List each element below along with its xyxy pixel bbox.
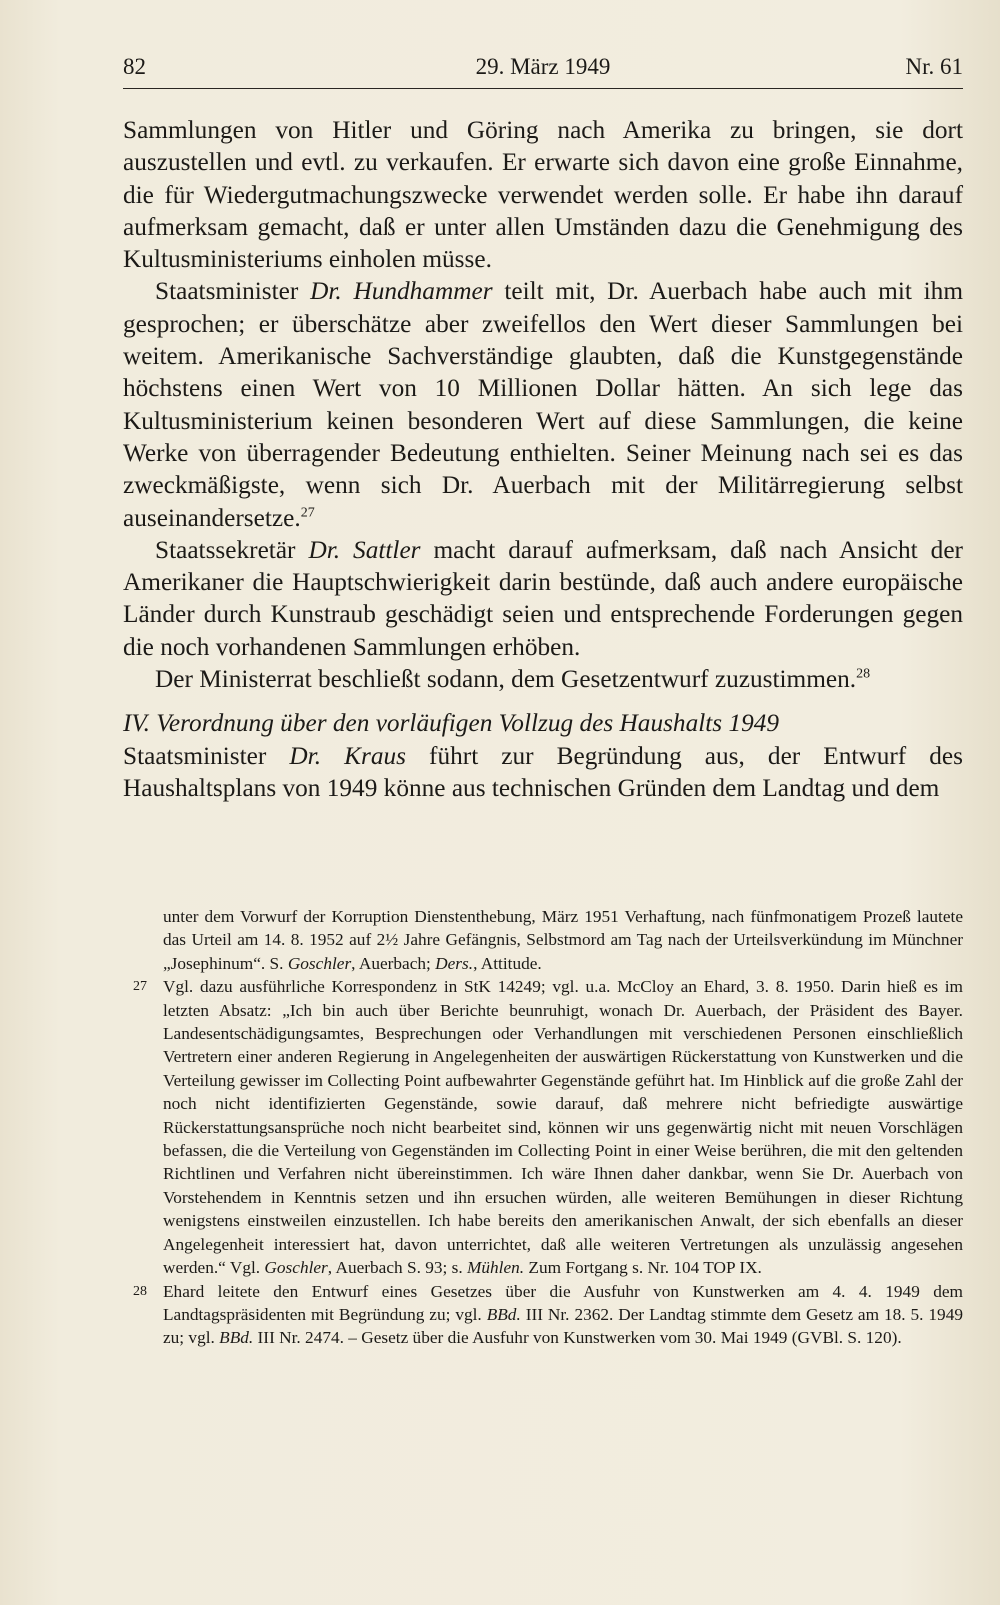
running-header [123, 54, 963, 88]
footnote-ref-27[interactable]: 27 [300, 505, 315, 521]
paragraph-3-text: macht darauf aufmerksam, daß nach Ansicht der Amerikaner die Hauptschwierigkeit darin bestünde, daß auch andere europäische Länder durch Kunstraub geschädigt seien und entsprechende Forderungen gegen die noch vorhandenen Sammlungen erhöben. [123, 535, 963, 661]
footnote-text: III Nr. 2362. Der Landtag stimmte dem Gesetz am 18. 5. 1949 zu; vgl. [163, 1304, 963, 1348]
footnote-text: , Attitude. [473, 953, 542, 973]
footnote-text: , Auerbach; [351, 953, 436, 973]
footnote-text: , Auerbach S. 93; s. [327, 1258, 467, 1278]
header-date: 29. März 1949 [475, 54, 611, 79]
speaker-name: Dr. Hundhammer [310, 277, 493, 306]
footnote-text: Ehard leitete den Entwurf eines Gesetzes über die Ausfuhr von Kunstwerken am 4. 4. 1949 dem Landtagspräsidenten mit Begründung zu; vgl. [163, 1281, 963, 1324]
paragraph-2-text: teilt mit, Dr. Auerbach habe auch mit ihm gesprochen; er überschätze aber zweifellos den Wert dieser Sammlungen bei weitem. Amerikanische Sachverständige glaubten, daß die Kunstgegenstände höchstens einen Wert von 10 Millionen Dollar hätten. An sich lege das Kultusministerium keinen besonderen Wert auf diese Sammlungen, die keine Werke von überragender Bedeutung enthielten. Seiner Meinung nach sei es das zweckmäßigste, wenn sich Dr. Auerbach mit der Militärregierung selbst auseinandersetze. [123, 277, 963, 532]
speaker-name: Dr. Sattler [308, 535, 421, 564]
footnote-text: III Nr. 2474. – Gesetz über die Ausfuhr von Kunstwerken vom 30. Mai 1949 (GVBl. S. 120). [253, 1328, 902, 1348]
speaker-name: Dr. Kraus [289, 741, 406, 770]
source-abbrev: BBd. [219, 1328, 254, 1348]
footnote-27 [133, 975, 963, 1279]
paragraph-2-lead: Staatsminister [155, 277, 311, 306]
footnote-number: 27 [133, 979, 147, 995]
main-text [123, 114, 963, 804]
paragraph-1-text: Sammlungen von Hitler und Göring nach Amerika zu bringen, sie dort auszustellen und evtl. zu verkaufen. Er erwarte sich davon eine große Einnahme, die für Wiedergutmachungszwecke verwendet werden solle. Er habe ihn darauf aufmerksam gemacht, daß er unter allen Umständen dazu die Genehmigung des Kultusministeriums einholen müsse. [123, 116, 963, 274]
paragraph-5 [123, 740, 963, 805]
author-name: Goschler [287, 953, 352, 973]
paragraph-4-text: Der Ministerrat beschließt sodann, dem Gesetzentwurf zuzustimmen. [155, 665, 857, 694]
footnote-continuation [133, 905, 963, 975]
footnote-text: unter dem Vorwurf der Korruption Dienstenthebung, März 1951 Verhaftung, nach fünfmonatigem Prozeß lautete das Urteil am 14. 8. 1952 auf 2½ Jahre Gefängnis, Selbstmord am Tag nach der Urteilsverkündung im Münchner „Josephinum“. S. [163, 907, 963, 973]
source-abbrev: BBd. [486, 1304, 521, 1324]
paragraph-3-lead: Staatssekretär [155, 535, 309, 564]
page-number: 82 [123, 54, 146, 79]
paragraph-2 [123, 275, 963, 533]
author-name: Goschler [264, 1258, 328, 1278]
paragraph-3 [123, 534, 963, 663]
footnote-text: Vgl. dazu ausführliche Korrespondenz in StK 14249; vgl. u.a. McCloy an Ehard, 3. 8. 1950. Darin hieß es im letzten Absatz: „Ich bin auch über Berichte beunruhigt, wonach Dr. Auerbach, der Präsident des Bayer. Landesentschädigungsamtes, Besprechungen oder Verhandlungen mit verschiedenen Personen einschließlich Vertretern einer anderen Regierung in Angelegenheiten der auswärtigen Rückerstattung von Kunstwerken und die Verteilung gewisser im Collecting Point aufbewahrter Gegenstände geführt hat. Im Hinblick auf die große Zahl der noch nicht identifizierten Gegenstände, sowie darauf, daß mehrere nicht befriedigte auswärtige Rückerstattungsansprüche noch nicht bearbeitet sind, können wir uns gegenwärtig nicht mit neuen Vorschlägen befassen, die die Verteilung von Gegenständen im Collecting Point in einer Weise berühren, die mit den geltenden Richtlinen und Verfahren nicht übereinstimmen. Ich wäre Ihnen daher dankbar, wenn Sie Dr. Auerbach von Vorstehendem in Kenntnis setzen und ihn ersuchen würden, alle weiteren Bemühungen in dieser Richtung wenigstens einstweilen einzustellen. Ich habe bereits den amerikanischen Anwalt, der sich ebenfalls an dieser Angelegenheit interessiert hat, davon unterrichtet, daß alle weiteren Vertretungen als unzulässig angesehen werden.“ Vgl. [163, 977, 963, 1278]
section-heading: IV. Verordnung über den vorläufigen Vollzug des Haushalts 1949 [123, 709, 780, 738]
footnote-ref-28[interactable]: 28 [856, 666, 871, 682]
paragraph-1 [123, 114, 963, 275]
paragraph-5-text: führt zur Begründung aus, der Entwurf des Haushaltsplans von 1949 könne aus technischen Gründen dem Landtag und dem [123, 741, 963, 802]
paragraph-4 [123, 663, 963, 695]
footnote-text: Zum Fortgang s. Nr. 104 TOP IX. [524, 1258, 762, 1278]
paragraph-5-lead: Staatsminister [123, 741, 290, 770]
author-name: Mühlen. [466, 1258, 525, 1278]
header-rule [123, 88, 963, 89]
footnote-number: 28 [133, 1283, 147, 1299]
author-name: Ders. [435, 953, 474, 973]
footnotes [133, 905, 963, 1350]
document-number: Nr. 61 [905, 54, 963, 79]
footnote-28 [133, 1280, 963, 1350]
